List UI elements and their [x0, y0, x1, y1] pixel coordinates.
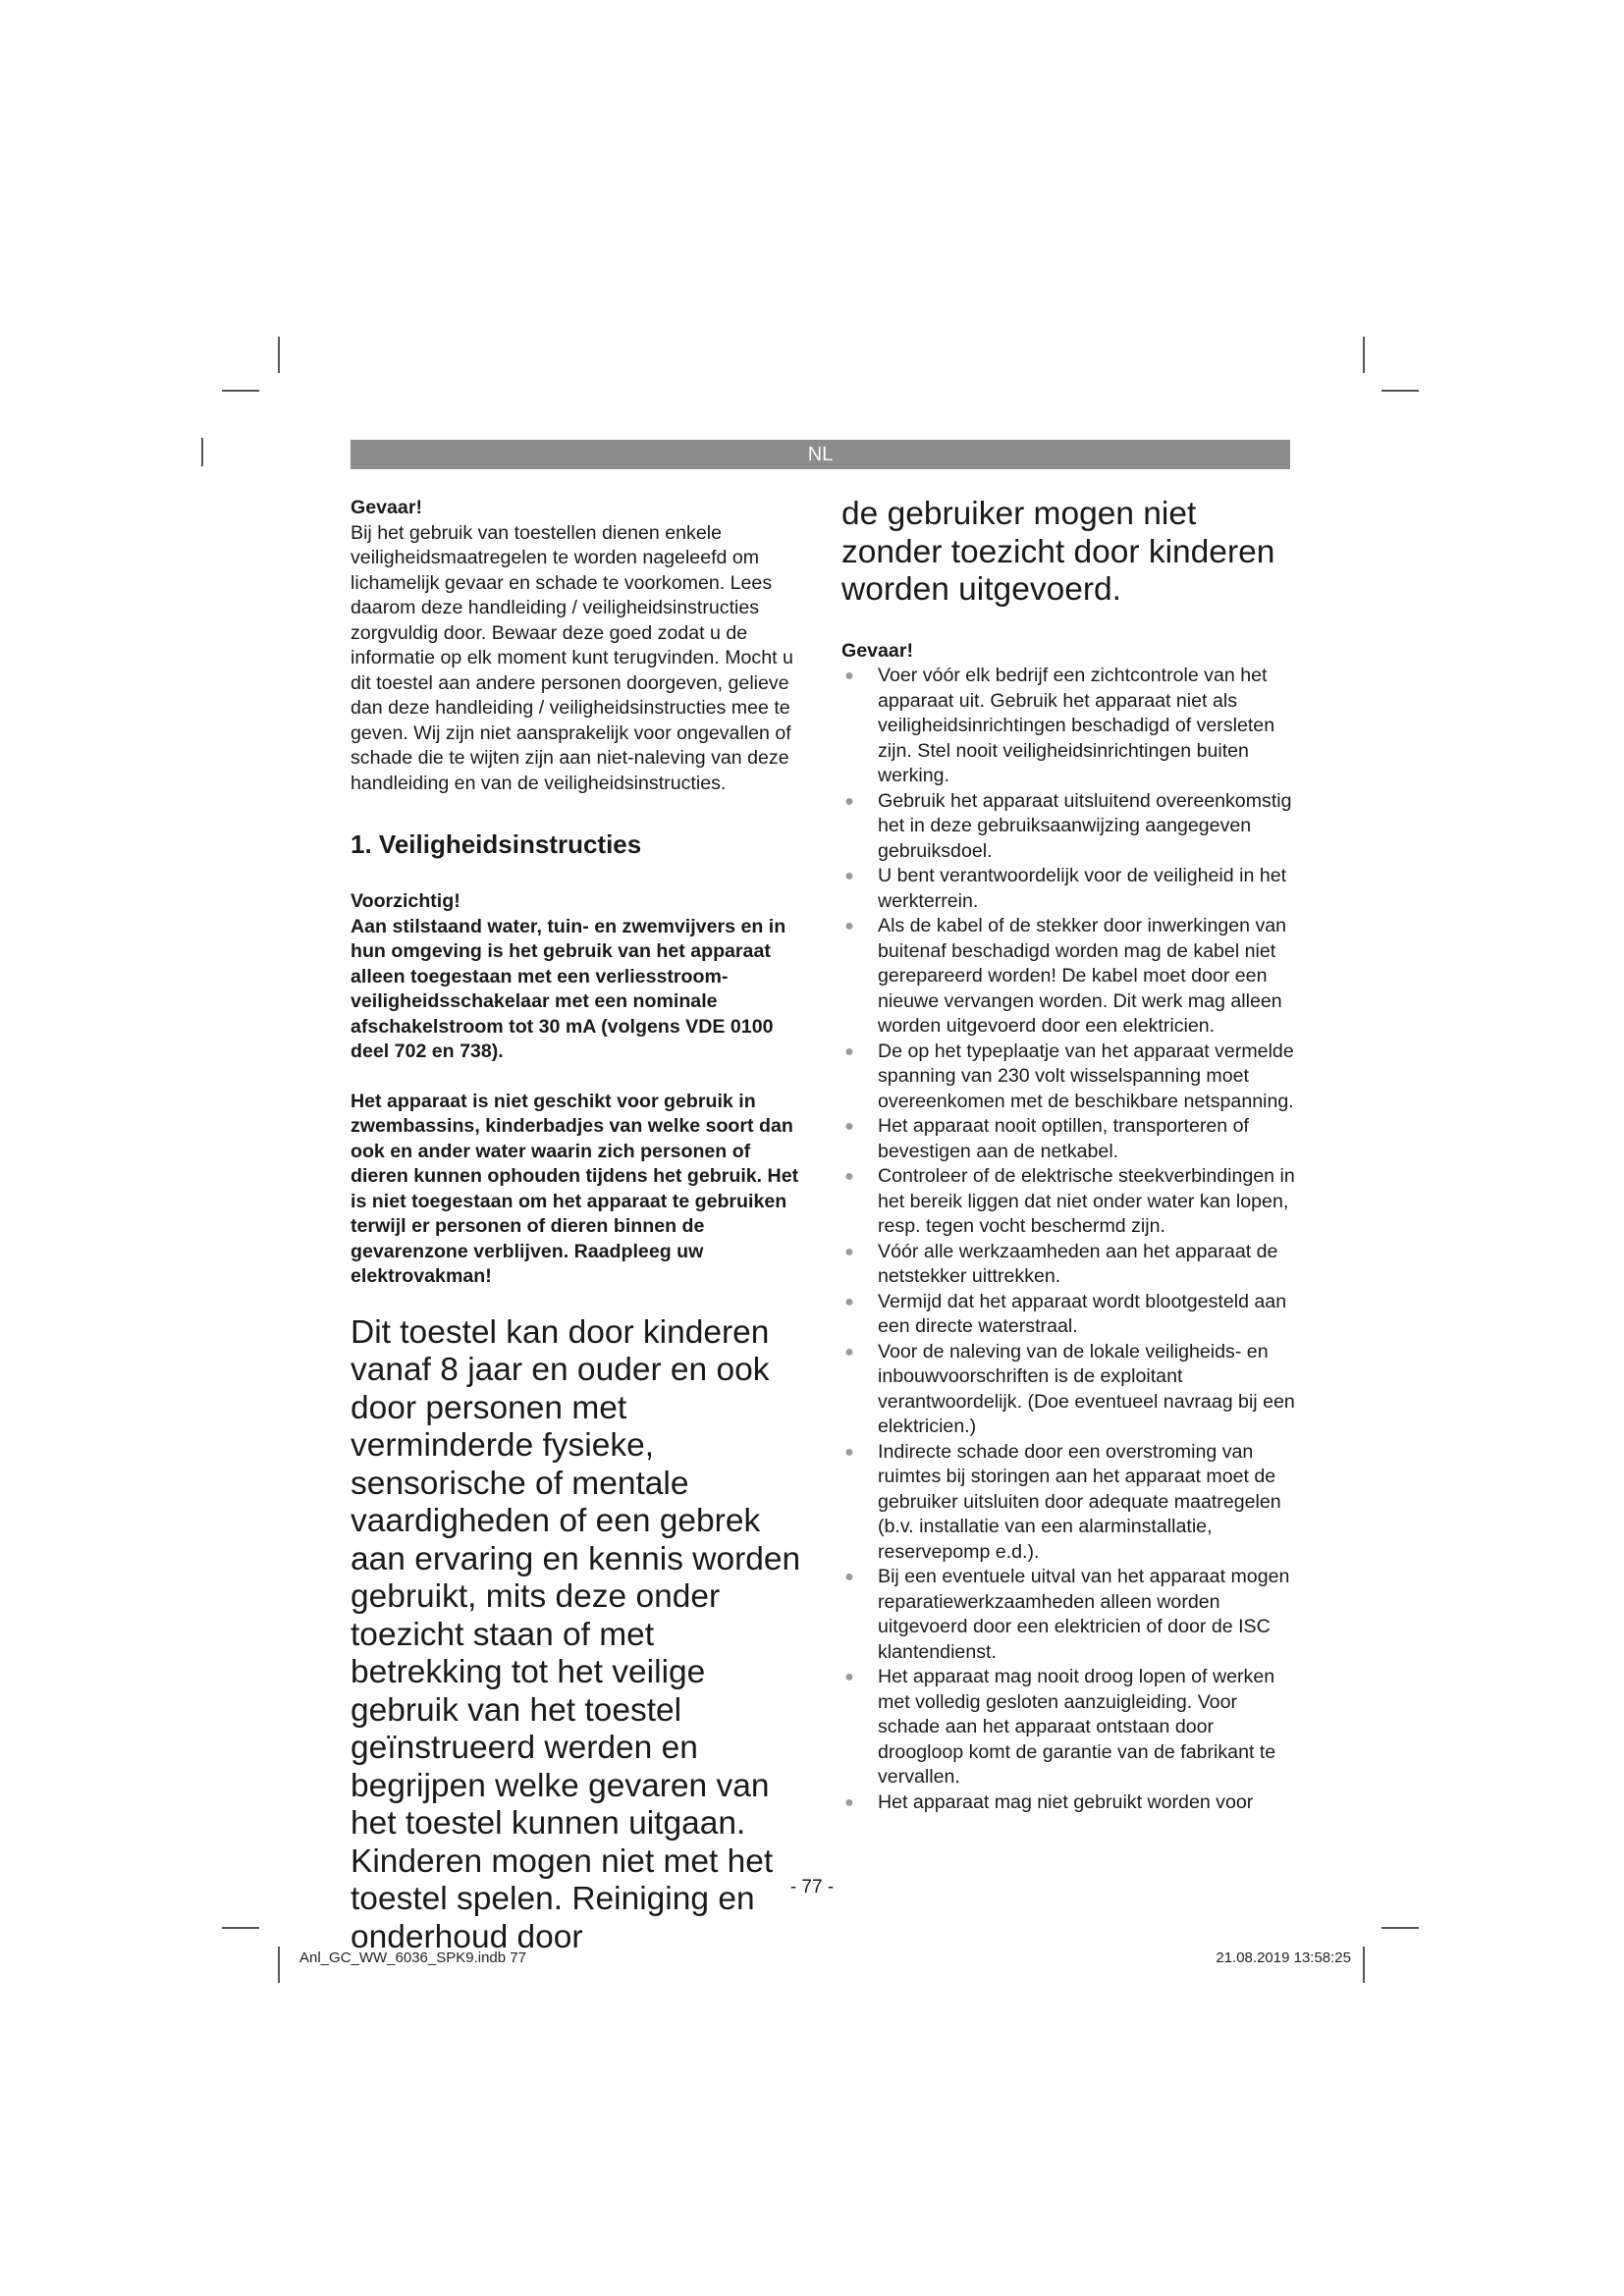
crop-mark: [222, 1927, 259, 1929]
bullet-icon: ●: [844, 667, 854, 684]
footer-file-name: Anl_GC_WW_6036_SPK9.indb 77: [299, 1949, 526, 1966]
language-code: NL: [807, 444, 834, 465]
bullet-icon: ●: [844, 918, 854, 934]
crop-mark: [1381, 390, 1419, 392]
crop-mark: [222, 390, 259, 392]
list-item: ● U bent verantwoordelijk voor de veiligheid in het werkterrein.: [841, 864, 1296, 914]
list-item: ● Vóór alle werkzaamheden aan het apparaat de netstekker uittrekken.: [841, 1240, 1296, 1290]
crop-mark: [1381, 1927, 1419, 1929]
right-column: [841, 496, 1296, 1815]
bullet-icon: ●: [844, 1793, 854, 1811]
bullet-icon: ●: [844, 1443, 854, 1461]
list-item: ● De op het typeplaatje van het apparaat vermelde spanning van 230 volt wisselspanning moet overeenkomen met de beschikbare netspanning.: [841, 1040, 1296, 1115]
section-heading: 1. Veiligheidsinstructies: [351, 829, 642, 859]
bullet-icon: ●: [844, 792, 854, 810]
crop-mark: [1363, 337, 1365, 373]
bullet-icon: ●: [844, 1669, 854, 1685]
bullet-icon: ●: [844, 1343, 854, 1361]
bullet-icon: ●: [844, 1168, 854, 1185]
left-column: [351, 496, 805, 1956]
list-item: ● Controleer of de elektrische steekverbindingen in het bereik liggen dat niet onder water kan lopen, resp. tegen vocht beschermd zijn.: [841, 1164, 1296, 1240]
crop-mark: [278, 1947, 280, 1983]
safety-bullet-list: [841, 664, 1296, 1815]
warning-text: Het apparaat is niet geschikt voor gebruik in zwembassins, kinderbadjes van welke soort dan ook en ander water waarin zich personen of dieren kunnen ophouden tijdens het gebruik. Het is niet toegestaan om het apparaat te gebruiken terwijl er personen of dieren binnen de gevarenzone verblijven. Raadpleeg uw elektrovakman!: [351, 1090, 799, 1287]
bullet-icon: ●: [844, 1569, 854, 1585]
large-safety-text-continued: de gebruiker mogen niet zonder toezicht door kinderen worden uitgevoerd.: [841, 496, 1275, 608]
crop-mark: [201, 438, 203, 466]
intro-title: Gevaar!: [351, 497, 422, 518]
list-item: ● Het apparaat mag nooit droog lopen of werken met volledig gesloten aanzuigleiding. Voor schade aan het apparaat ontstaan door droogloop komt de garantie van de fabrikant te vervallen.: [841, 1665, 1296, 1790]
list-item: ● Het apparaat nooit optillen, transporteren of bevestigen aan de netkabel.: [841, 1114, 1296, 1164]
crop-mark: [1363, 1947, 1365, 1983]
caution-title: Voorzichtig!: [351, 890, 460, 912]
list-item: ● Indirecte schade door een overstroming van ruimtes bij storingen aan het apparaat moet de gebruiker uitsluiten door adequate maatregelen (b.v. installatie van een alarminstallatie, reservepomp e.d.).: [841, 1440, 1296, 1566]
caution-text: Aan stilstaand water, tuin- en zwemvijvers en in hun omgeving is het gebruik van het apparaat alleen toegestaan met een verliesstroom-veiligheidsschakelaar met een nominale afschakelstroom tot 30 mA (volgens VDE 0100 deel 702 en 738).: [351, 915, 786, 1062]
crop-mark: [278, 337, 280, 373]
list-item: ● Het apparaat mag niet gebruikt worden voor: [841, 1790, 1296, 1816]
bullet-icon: ●: [844, 1293, 854, 1310]
list-item: ● Als de kabel of de stekker door inwerkingen van buitenaf beschadigd worden mag de kabel niet gerepareerd worden! De kabel moet door een nieuwe vervangen worden. Dit werk mag alleen worden uitgevoerd door een elektricien.: [841, 914, 1296, 1040]
page-number: - 77 -: [789, 1877, 835, 1897]
list-item: ● Voor de naleving van de lokale veiligheids- en inbouwvoorschriften is de exploitant verantwoordelijk. (Doe eventueel navraag bij een elektricien.): [841, 1340, 1296, 1440]
bullet-icon: ●: [844, 1118, 854, 1135]
list-item: ● Voer vóór elk bedrijf een zichtcontrole van het apparaat uit. Gebruik het apparaat niet als veiligheidsinrichtingen beschadigd of versleten zijn. Stel nooit veiligheidsinrichtingen buiten werking.: [841, 664, 1296, 789]
intro-text: Bij het gebruik van toestellen dienen enkele veiligheidsmaatregelen te worden nageleefd om lichamelijk gevaar en schade te voorkomen. Lees daarom deze handleiding / veiligheidsinstructies zorgvuldig door. Bewaar deze goed zodat u de informatie op elk moment kunt terugvinden. Mocht u dit toestel aan andere personen doorgeven, gelieve dan deze handleiding / veiligheidsinstructies mee te geven. Wij zijn niet aansprakelijk voor ongevallen of schade die te wijten zijn aan niet-naleving van deze handleiding en van de veiligheidsinstructies.: [351, 521, 793, 794]
bullet-icon: ●: [844, 1042, 854, 1060]
language-header-bar: [351, 440, 1290, 469]
large-safety-text: Dit toestel kan door kinderen vanaf 8 jaar en ouder en ook door personen met verminderde fysieke, sensorische of mentale vaardigheden of een gebrek aan ervaring en kennis worden gebruikt, mits deze onder toezicht staan of met betrekking tot het veilige gebruik van het toestel geïnstrueerd werden en begrijpen welke gevaren van het toestel kunnen uitgaan. Kinderen mogen niet met het toestel spelen. Reiniging en onderhoud door: [351, 1313, 801, 1955]
footer-date-time: 21.08.2019 13:58:25: [1216, 1949, 1351, 1966]
bullet-icon: ●: [844, 1243, 854, 1260]
list-item: ● Bij een eventuele uitval van het apparaat mogen reparatiewerkzaamheden alleen worden uitgevoerd door een elektricien of door de ISC klantendienst.: [841, 1565, 1296, 1665]
danger-title: Gevaar!: [841, 639, 913, 662]
bullet-icon: ●: [844, 868, 854, 884]
list-item: ● Gebruik het apparaat uitsluitend overeenkomstig het in deze gebruiksaanwijzing aangegeven gebruiksdoel.: [841, 789, 1296, 865]
list-item: ● Vermijd dat het apparaat wordt blootgesteld aan een directe waterstraal.: [841, 1290, 1296, 1340]
